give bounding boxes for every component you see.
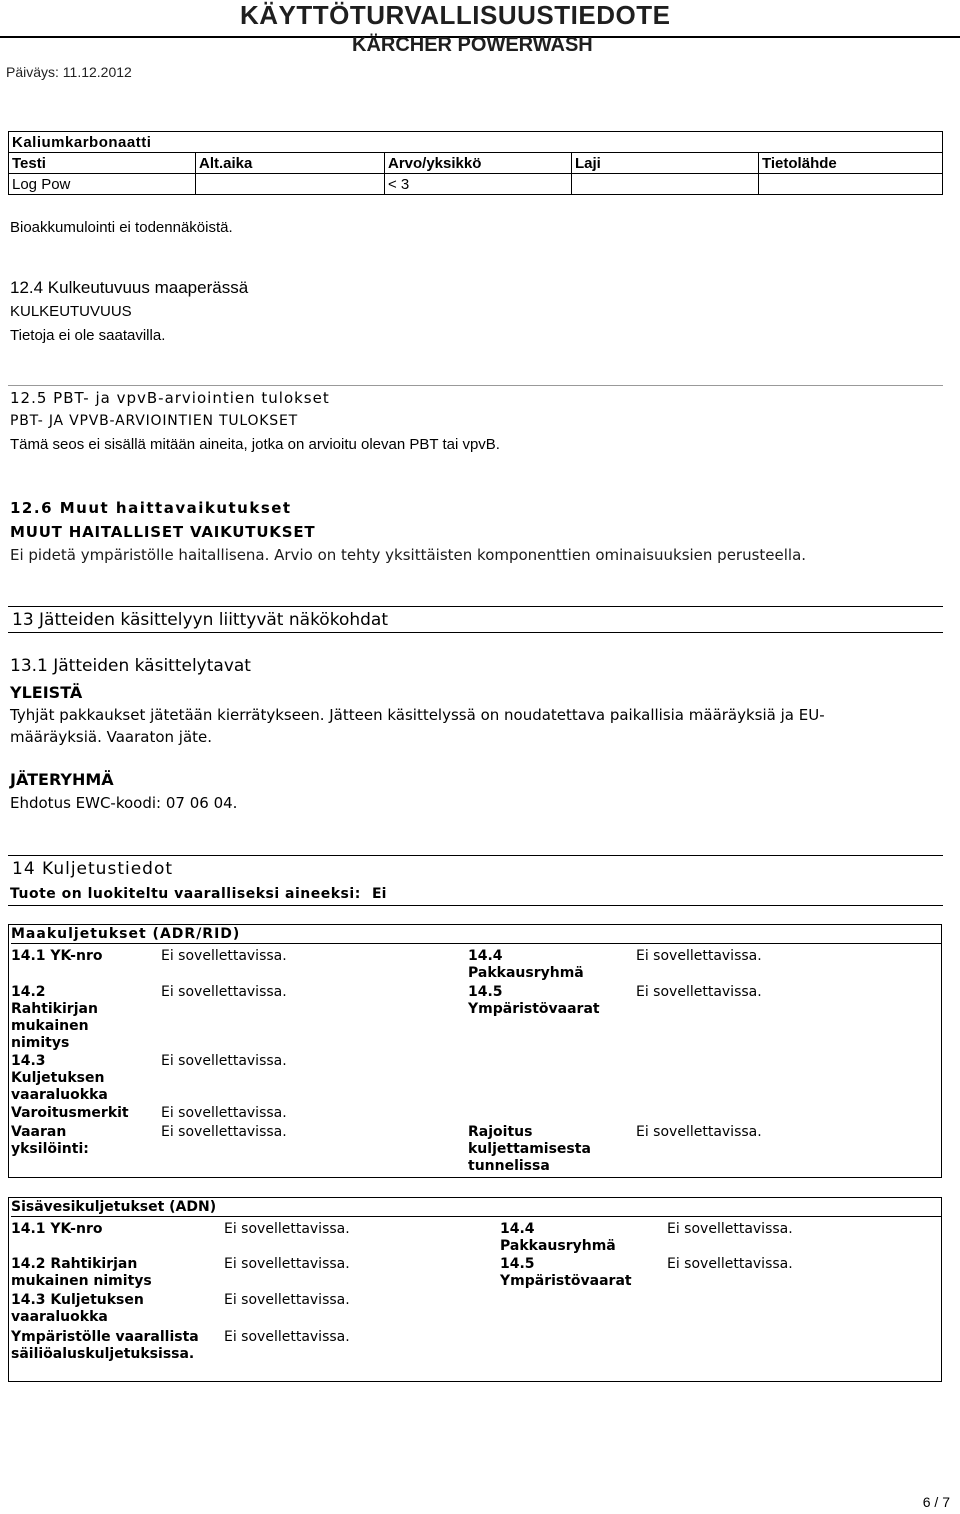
adn-title: Sisävesikuljetukset (ADN) <box>11 1198 941 1217</box>
adr-env-hazard-value: Ei sovellettavissa. <box>636 984 762 1000</box>
divider <box>8 855 943 856</box>
column-header: Arvo/yksikkö <box>385 153 572 174</box>
adn-packing-group-value: Ei sovellettavissa. <box>667 1221 793 1237</box>
adn-packing-group-label: 14.4 Pakkausryhmä <box>500 1221 616 1254</box>
general-text-line-1: Tyhjät pakkaukset jätetään kierrätykseen. Jätteen käsittelyssä on noudatettava paikallisia määräyksiä ja EU- <box>10 706 825 724</box>
bioaccumulation-note: Bioakkumulointi ei todennäköistä. <box>10 219 233 236</box>
section-12-5-heading: 12.5 PBT- ja vpvB-arviointien tulokset <box>10 389 330 407</box>
classified-label: Tuote on luokiteltu vaaralliseksi aineeksi: <box>10 886 361 902</box>
waste-group-label: JÄTERYHMÄ <box>10 770 114 789</box>
column-header: Testi <box>9 153 196 174</box>
adn-un-label: 14.1 YK-nro <box>11 1221 103 1237</box>
divider <box>8 385 943 386</box>
column-header: Tietolähde <box>759 153 943 174</box>
adr-hazard-id-value: Ei sovellettavissa. <box>161 1124 287 1140</box>
waste-group-text: Ehdotus EWC-koodi: 07 06 04. <box>10 794 238 812</box>
adn-shipping-name-value: Ei sovellettavissa. <box>224 1256 350 1272</box>
general-text-line-2: määräyksiä. Vaaraton jäte. <box>10 728 213 746</box>
adr-warning-value: Ei sovellettavissa. <box>161 1105 287 1121</box>
adr-packing-group-label: 14.4 Pakkausryhmä <box>468 948 584 981</box>
table-cell: Log Pow <box>9 174 196 195</box>
bioaccumulation-table <box>8 131 943 195</box>
section-12-4-text: Tietoja ei ole saatavilla. <box>10 327 166 344</box>
adr-title: Maakuljetukset (ADR/RID) <box>11 925 941 944</box>
adn-un-value: Ei sovellettavissa. <box>224 1221 350 1237</box>
adr-tunnel-label: Rajoitus kuljettamisesta tunnelissa <box>468 1124 591 1174</box>
divider <box>8 606 943 607</box>
page-number: 6 / 7 <box>922 1494 950 1510</box>
section-12-6-subheading: MUUT HAITALLISET VAIKUTUKSET <box>10 523 316 541</box>
section-13-heading: 13 Jätteiden käsittelyyn liittyvät näkökohdat <box>12 610 388 630</box>
adn-env-hazard-value: Ei sovellettavissa. <box>667 1256 793 1272</box>
adr-un-value: Ei sovellettavissa. <box>161 948 287 964</box>
column-header: Laji <box>572 153 759 174</box>
adr-warning-label: Varoitusmerkit <box>11 1105 129 1121</box>
adn-shipping-name-label: 14.2 Rahtikirjan mukainen nimitys <box>11 1256 152 1289</box>
adr-shipping-name-label: 14.2 Rahtikirjan mukainen nimitys <box>11 984 98 1051</box>
adr-un-label: 14.1 YK-nro <box>11 948 103 964</box>
adn-tanker-label: Ympäristölle vaarallista säiliöaluskuljetuksissa. <box>11 1329 199 1362</box>
table-header-row <box>9 153 943 174</box>
table-cell <box>759 174 943 195</box>
adn-hazard-class-value: Ei sovellettavissa. <box>224 1292 350 1308</box>
section-12-4-subheading: KULKEUTUVUUS <box>10 303 132 320</box>
adn-transport-box <box>8 1197 942 1382</box>
product-name: KÄRCHER POWERWASH <box>352 34 593 56</box>
date-line: Päiväys: 11.12.2012 <box>6 64 132 80</box>
section-12-5-subheading: PBT- JA VPVB-ARVIOINTIEN TULOKSET <box>10 413 298 429</box>
column-header: Alt.aika <box>196 153 385 174</box>
adr-packing-group-value: Ei sovellettavissa. <box>636 948 762 964</box>
section-12-6-text: Ei pidetä ympäristölle haitallisena. Arvio on tehty yksittäisten komponenttien ominaisuuksien perusteella. <box>10 546 807 564</box>
classified-value: Ei <box>372 886 387 902</box>
general-label: YLEISTÄ <box>10 683 83 702</box>
document-title: KÄYTTÖTURVALLISUUSTIEDOTE <box>240 0 671 30</box>
table-cell <box>196 174 385 195</box>
divider <box>8 905 943 906</box>
table-row <box>9 174 943 195</box>
table-cell <box>572 174 759 195</box>
adr-env-hazard-label: 14.5 Ympäristövaarat <box>468 984 600 1017</box>
table-cell: < 3 <box>385 174 572 195</box>
adr-tunnel-value: Ei sovellettavissa. <box>636 1124 762 1140</box>
adr-transport-box <box>8 924 942 1178</box>
adr-hazard-class-value: Ei sovellettavissa. <box>161 1053 287 1069</box>
adn-tanker-value: Ei sovellettavissa. <box>224 1329 350 1345</box>
section-14-heading: 14 Kuljetustiedot <box>12 859 174 879</box>
substance-name: Kaliumkarbonaatti <box>9 132 943 153</box>
section-12-6-heading: 12.6 Muut haittavaikutukset <box>10 499 292 517</box>
divider <box>8 632 943 633</box>
adn-hazard-class-label: 14.3 Kuljetuksen vaaraluokka <box>11 1292 144 1325</box>
adr-hazard-class-label: 14.3 Kuljetuksen vaaraluokka <box>11 1053 108 1103</box>
table-row <box>9 132 943 153</box>
adr-hazard-id-label: Vaaran yksilöinti: <box>11 1124 89 1157</box>
adr-shipping-name-value: Ei sovellettavissa. <box>161 984 287 1000</box>
section-12-4-heading: 12.4 Kulkeutuvuus maaperässä <box>10 278 249 297</box>
section-13-1-heading: 13.1 Jätteiden käsittelytavat <box>10 656 251 676</box>
section-12-5-text: Tämä seos ei sisällä mitään aineita, jotka on arvioitu olevan PBT tai vpvB. <box>10 436 500 453</box>
adn-env-hazard-label: 14.5 Ympäristövaarat <box>500 1256 632 1289</box>
